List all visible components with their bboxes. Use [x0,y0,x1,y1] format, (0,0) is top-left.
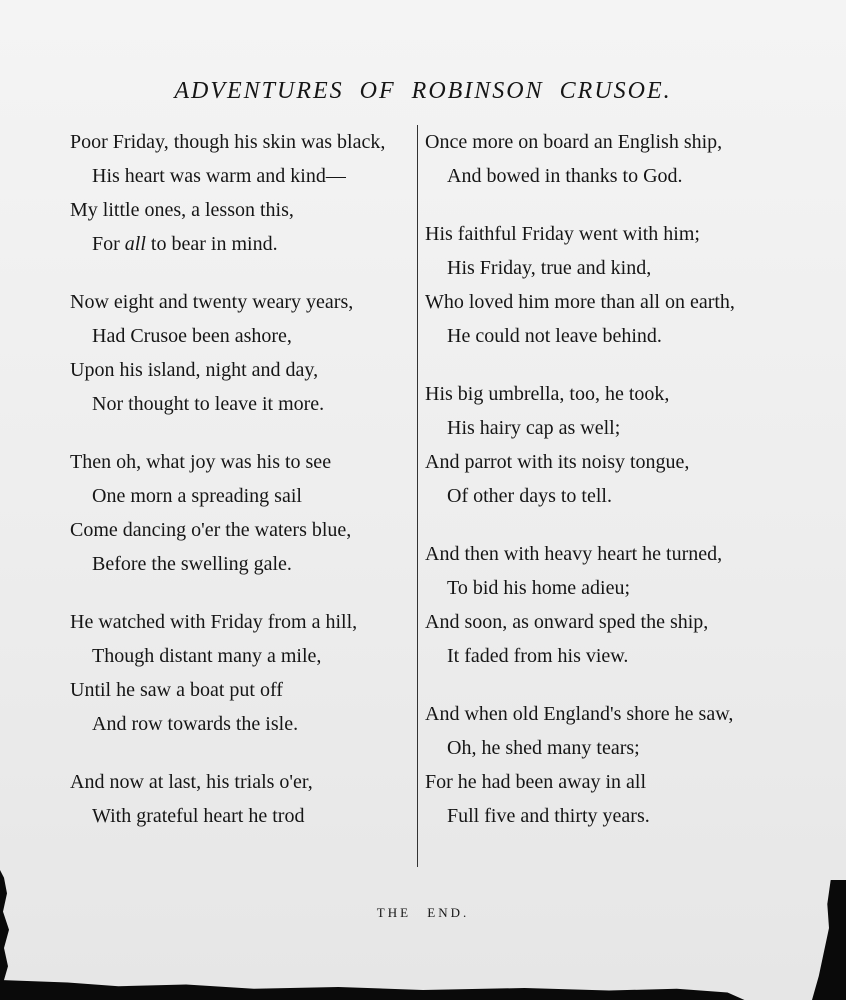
right-stanza [425,125,785,193]
poem-line: Poor Friday, though his skin was black, [70,131,386,153]
poem-line: With grateful heart he trod [92,805,305,827]
left-stanza [70,765,415,833]
page-title: ADVENTURES OF ROBINSON CRUSOE. [174,78,672,104]
poem-column-right [425,125,785,857]
poem-line: Once more on board an English ship, [425,131,723,153]
poem-line: And soon, as onward sped the ship, [425,611,709,633]
poem-line: Before the swelling gale. [92,553,292,575]
poem-line: And parrot with its noisy tongue, [425,451,690,473]
poem-line: Who loved him more than all on earth, [425,291,735,313]
poem-line: He could not leave behind. [447,325,662,347]
poem-line: Until he saw a boat put off [70,679,283,701]
torn-edge-bottom [0,975,846,1000]
poem-line: Full five and thirty years. [447,805,650,827]
poem-line: For he had been away in all [425,771,647,793]
poem-line: His big umbrella, too, he took, [425,383,670,405]
poem-line: His faithful Friday went with him; [425,223,700,245]
torn-edge-right [812,880,846,1000]
poem-line: Now eight and twenty weary years, [70,291,354,313]
poem-line: His hairy cap as well; [447,417,621,439]
poem-line: One morn a spreading sail [92,485,302,507]
poem-line: And now at last, his trials o'er, [70,771,313,793]
right-stanza [425,537,785,673]
poem-line: And row towards the isle. [92,713,299,735]
poem-line: Nor thought to leave it more. [92,393,325,415]
poem-line: Oh, he shed many tears; [447,737,640,759]
poem-column-left [70,125,415,857]
emphasized-word: all [124,233,146,255]
left-stanza [70,125,415,261]
poem-line: Then oh, what joy was his to see [70,451,332,473]
right-stanza [425,377,785,513]
the-end-footer: THE END. [376,905,470,920]
poem-line: And bowed in thanks to God. [447,165,683,187]
poem-line: He watched with Friday from a hill, [70,611,358,633]
poem-line: It faded from his view. [447,645,629,667]
poem-line: Though distant many a mile, [92,645,322,667]
left-stanza [70,285,415,421]
poem-line: My little ones, a lesson this, [70,199,294,221]
poem-line: His Friday, true and kind, [447,257,652,279]
poem-line: Come dancing o'er the waters blue, [70,519,352,541]
column-divider [417,125,418,867]
poem-line: To bid his home adieu; [447,577,631,599]
left-stanza [70,605,415,741]
poem-line: Upon his island, night and day, [70,359,319,381]
poem-line: His heart was warm and kind— [92,165,346,187]
poem-line: For all to bear in mind. [92,233,278,255]
poem-line: And then with heavy heart he turned, [425,543,723,565]
poem-line: Had Crusoe been ashore, [92,325,292,347]
poem-line: And when old England's shore he saw, [425,703,734,725]
poem-line: Of other days to tell. [447,485,612,507]
right-stanza [425,697,785,833]
left-stanza [70,445,415,581]
right-stanza [425,217,785,353]
